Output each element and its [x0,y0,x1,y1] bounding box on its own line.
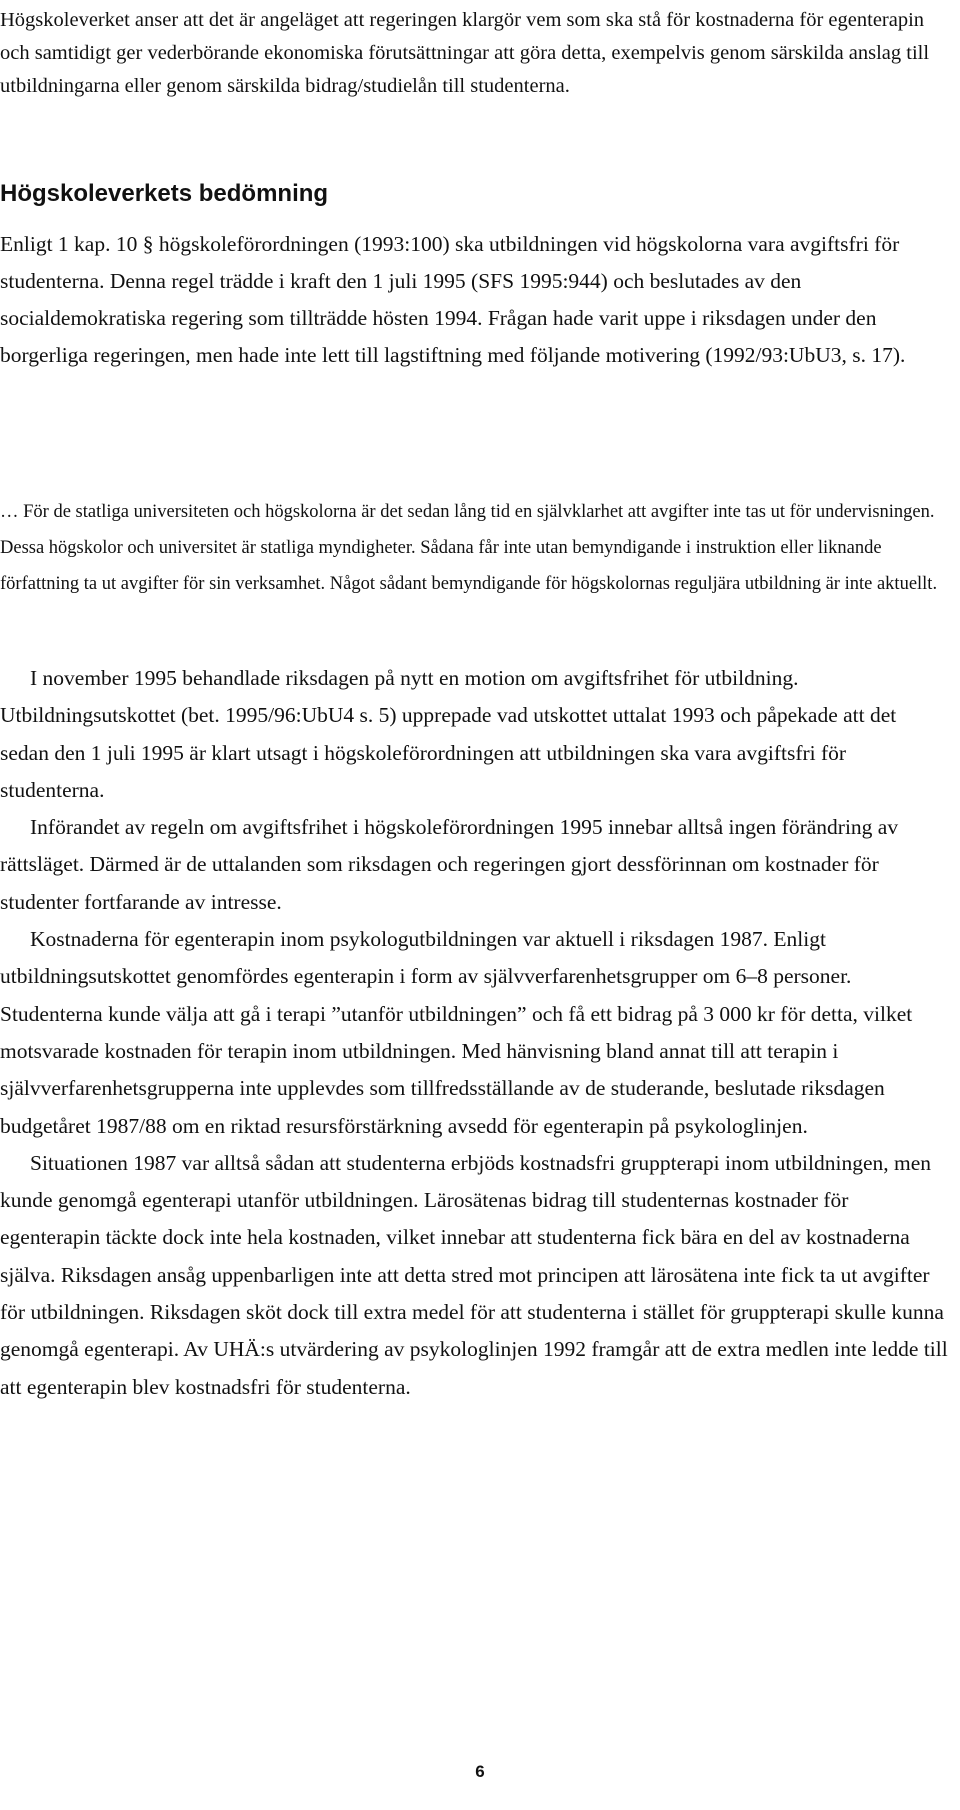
body-text [0,660,950,1406]
intro-paragraph: Högskoleverket anser att det är angeläget att regeringen klargör vem som ska stå för kostnaderna för egenterapin och samtidigt ger vederbörande ekonomiska förutsättningar att göra detta, exempelvis genom särskilda anslag till utbildningarna eller genom särskilda bidrag/studielån till studenterna. [0,9,930,97]
body-paragraph: Införandet av regeln om avgiftsfrihet i högskoleförordningen 1995 innebar alltså ingen förändring av rättsläget. Därmed är de uttalanden som riksdagen och regeringen gjort dessförinnan om kostnader för studenter fortfarande av intresse. [0,815,899,914]
section-heading: Högskoleverkets bedömning [0,180,329,207]
body-paragraph: Situationen 1987 var alltså sådan att studenterna erbjöds kostnadsfri gruppterapi inom utbildningen, men kunde genomgå egenterapi utanför utbildningen. Lärosätenas bidrag till studenternas kostnader för egenterapin täckte dock inte hela kostnaden, vilket innebar att studenterna fick bära en del av kostnaderna själva. Riksdagen ansåg uppenbarligen inte att detta stred mot principen att lärosätena inte fick ta ut avgifter för utbildningen. Riksdagen sköt dock till extra medel för att studenterna i stället för gruppterapi skulle kunna genomgå egenterapi. Av UHÄ:s utvärdering av psykologlinjen 1992 framgår att de extra medlen inte ledde till att egenterapin blev kostnadsfri för studenterna. [0,1150,948,1399]
block-quote: … För de statliga universiteten och högskolorna är det sedan lång tid en självklarhet att avgifter inte tas ut för undervisningen. Dessa högskolor och universitet är statliga myndigheter. Sådana får inte utan bemyndigande i instruktion eller liknande författning ta ut avgifter för sin verksamhet. Något sådant bemyndigande för högskolornas reguljära utbildning är inte aktuellt. [0,502,938,594]
body-paragraph: Kostnaderna för egenterapin inom psykologutbildningen var aktuell i riksdagen 1987. Enligt utbildningsutskottet genomfördes egenterapin i form av självverfarenhetsgrupper om 6–8 personer. Studenterna kunde välja att gå i terapi ”utanför utbildningen” och få ett bidrag på 3 000 kr för detta, vilket motsvarade kostnaden för terapin inom utbildningen. Med hänvisning bland annat till att terapin i självverfarenhetsgrupperna inte upplevdes som tillfredsställande av de studerande, beslutade riksdagen budgetåret 1987/88 om en riktad resursförstärkning avsedd för egenterapin på psykologlinjen. [0,927,913,1138]
page-number: 6 [475,1762,485,1781]
body-paragraph: I november 1995 behandlade riksdagen på nytt en motion om avgiftsfrihet för utbildning. Utbildningsutskottet (bet. 1995/96:UbU4 s. 5) upprepade vad utskottet uttalat 1993 och påpekade att det sedan den 1 juli 1995 är klart utsagt i högskoleförordningen att utbildningen ska vara avgiftsfri för studenterna. [0,666,897,802]
regulation-paragraph: Enligt 1 kap. 10 § högskoleförordningen (1993:100) ska utbildningen vid högskolorna vara avgiftsfri för studenterna. Denna regel trädde i kraft den 1 juli 1995 (SFS 1995:944) och beslutades av den socialdemokratiska regering som tillträdde hösten 1994. Frågan hade varit uppe i riksdagen under den borgerliga regeringen, men hade inte lett till lagstiftning med följande motivering (1992/93:UbU3, s. 17). [0,232,906,367]
